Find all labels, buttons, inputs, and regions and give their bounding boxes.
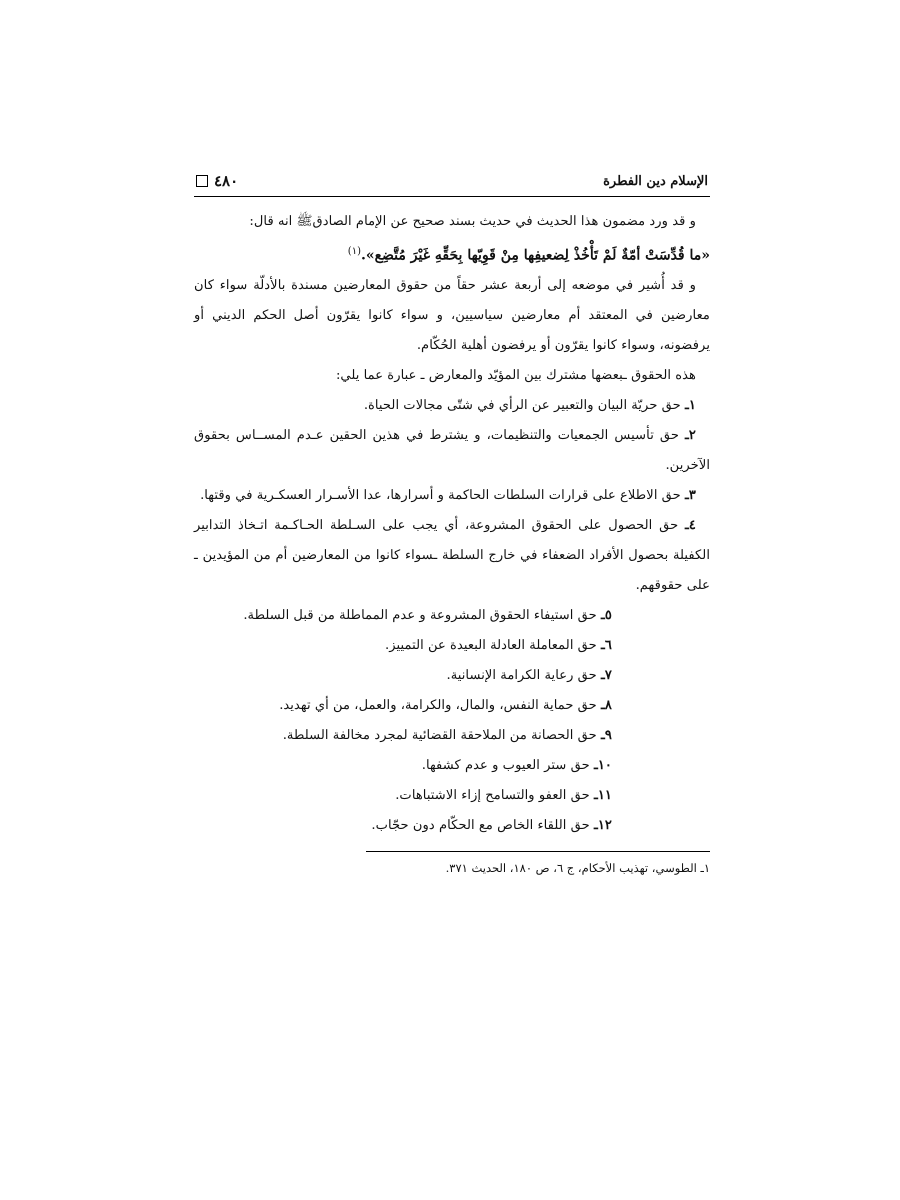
rights-intro: هذه الحقوق ـبعضها مشترك بين المؤيّد والمعارض ـ عبارة عما يلي: [335,368,696,384]
hadith-quote [194,237,710,271]
list-item: ٦ـ حق المعاملة العادلة البعيدة عن التمييز. [385,638,612,654]
page-body [194,207,710,841]
list-item: ٤ـ حق الحصول على الحقوق المشروعة، أي يجب على السـلطة الحـاكـمة اتـخاذ التدابير الكفيلة بحصول الأفراد الضعفاء في خارج السلطة ـسواء كانوا من المعارضين أم من المؤيدين ـ على حقوقهم. [194,518,710,594]
list-item: ١ـ حق حريّة البيان والتعبير عن الرأي في شتّى مجالات الحياة. [363,398,696,414]
square-bullet-icon [196,175,208,187]
footnote: ١ـ الطوسي، تهذيب الأحكام، ج ٦، ص ١٨٠، الحديث ٣٧١. [445,861,710,876]
footnote-ref: (١) [347,246,361,257]
short-list [194,601,710,841]
list-item: ٨ـ حق حماية النفس، والمال، والكرامة، والعمل، من أي تهديد. [279,698,612,714]
list-item: ١٠ـ حق ستر العيوب و عدم كشفها. [421,758,612,774]
list-item: ٩ـ حق الحصانة من الملاحقة القضائية لمجرد مخالفة السلطة. [282,728,612,744]
footnote-divider [366,851,710,852]
hadith-text: «ما قُدِّسَتْ أمّةٌ لَمْ تَأْخُذْ لِضعيفِها مِنْ قَوِيّها بِحَقِّهِ غَيْرَ مُتَّضِع». [360,247,710,264]
list-item: ٣ـ حق الاطلاع على قرارات السلطات الحاكمة و أسرارها، عدا الأسـرار العسكـرية في وقتها. [200,488,696,504]
page-number: ٤٨٠ [214,172,239,190]
rights-paragraph: و قد أُشير في موضعه إلى أربعة عشر حقاً من حقوق المعارضين مسندة بالأدلّة سواء كان معارضين في المعتقد أم معارضين سياسيين، و سواء كانوا يقرّون أصل الحكم الديني أو يرفضونه، وسواء كانوا يقرّون أو يرفضون أهلية الحُكّام. [194,278,710,354]
list-item: ٥ـ حق استيفاء الحقوق المشروعة و عدم المماطلة من قبل السلطة. [243,608,612,624]
list-item: ٢ـ حق تأسيس الجمعيات والتنظيمات، و يشترط في هذين الحقين عـدم المســاس بحقوق الآخرين. [194,428,710,474]
list-item: ١٢ـ حق اللقاء الخاص مع الحكّام دون حجّاب. [371,818,612,834]
book-title: الإسلام دين الفطرة [603,173,708,189]
intro-paragraph: و قد ورد مضمون هذا الحديث في حديث بسند صحيح عن الإمام الصادقﷺ انه قال: [249,214,696,229]
page-header [194,166,710,197]
book-page [194,166,710,890]
list-item: ١١ـ حق العفو والتسامح إزاء الاشتباهات. [395,788,612,804]
list-item: ٧ـ حق رعاية الكرامة الإنسانية. [446,668,612,684]
page-number-box [196,172,238,190]
